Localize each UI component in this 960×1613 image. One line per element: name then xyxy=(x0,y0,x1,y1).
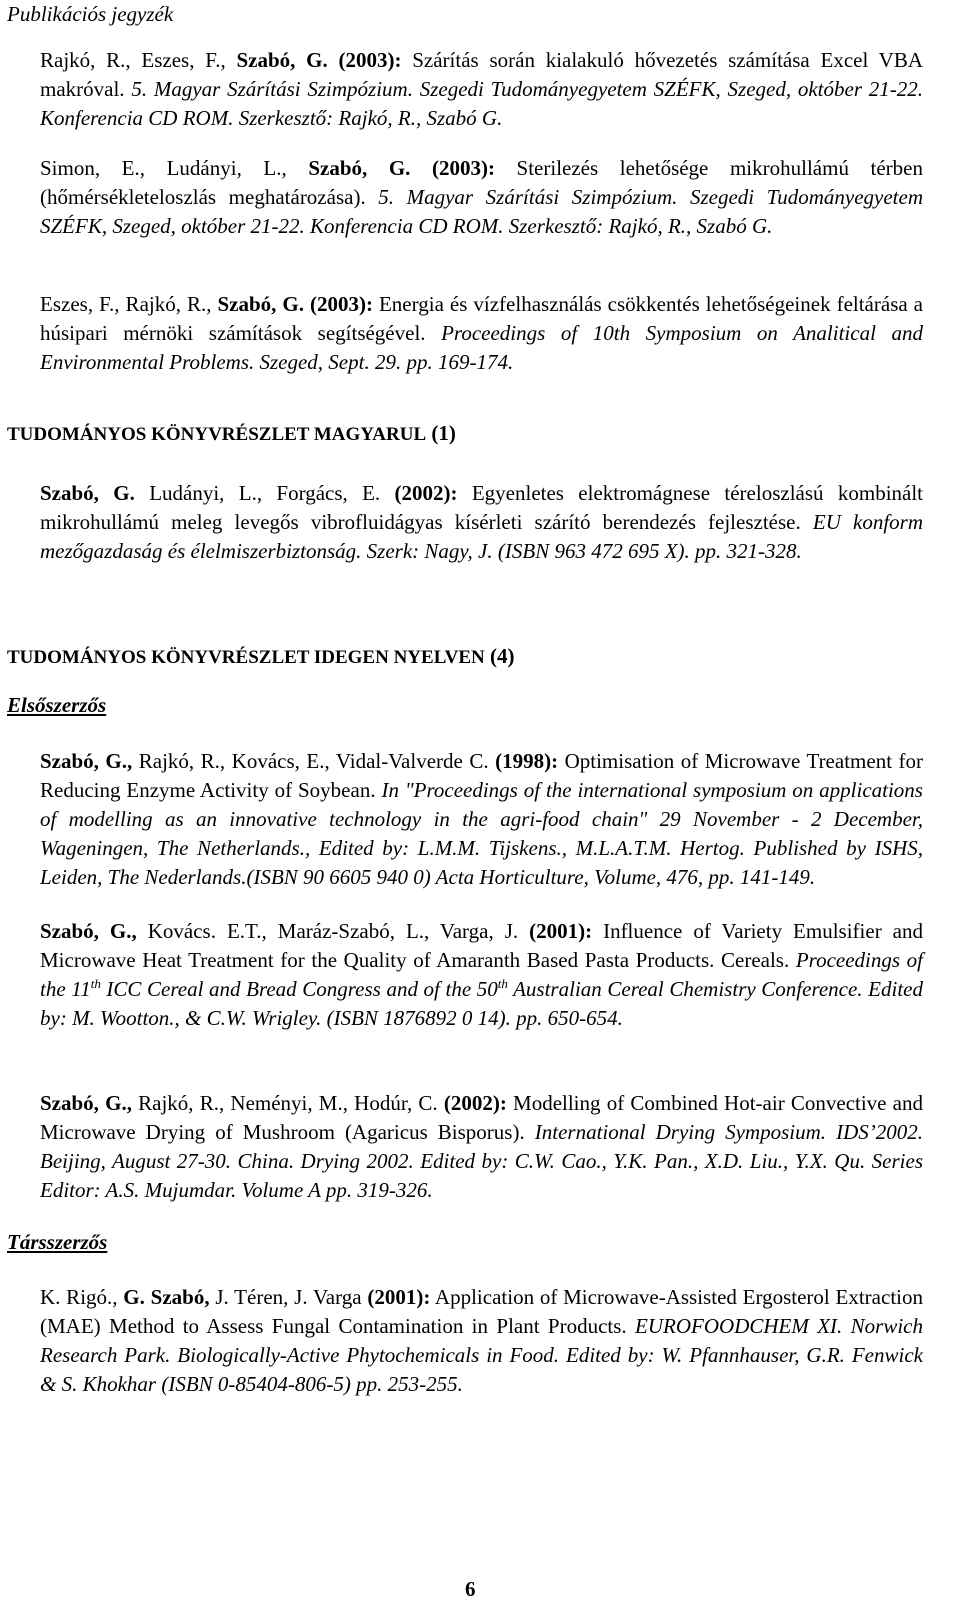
publication-entry-63 xyxy=(7,479,923,566)
entry-authors: Rajkó, R., Kovács, E., Vidal-Valverde C. xyxy=(132,749,489,773)
entry-year: (1998): xyxy=(488,749,559,773)
publication-entry-60 xyxy=(7,46,923,133)
entry-year: (2002): xyxy=(437,1091,507,1115)
section-heading-foreign: TUDOMÁNYOS KÖNYVRÉSZLET IDEGEN NYELVEN (4) xyxy=(7,644,515,668)
entry-authors: Simon, E., Ludányi, L., xyxy=(40,156,309,180)
entry-number xyxy=(7,1283,40,1312)
entry-number xyxy=(7,747,40,776)
entry-authors: Rajkó, R., Neményi, M., Hodúr, C. xyxy=(131,1091,438,1115)
entry-source: 5. Magyar Szárítási Szimpózium. Szegedi Tudományegyetem SZÉFK, Szeged, október 21-22. Konferencia CD ROM. Szerkesztő: Rajkó, R., Szabó G. xyxy=(40,77,923,130)
entry-title: Optimisation of Microwave Treatment for Reducing Enzyme Activity of Soybean. xyxy=(40,749,924,802)
entry-year: (2002): xyxy=(380,481,458,505)
entry-year: (2003): xyxy=(327,48,402,72)
entry-authors: K. Rigó., xyxy=(40,1285,124,1309)
publication-entry-66 xyxy=(7,1089,923,1205)
entry-author-highlight: Szabó, G. xyxy=(40,481,135,505)
entry-year: (2003): xyxy=(304,292,373,316)
entry-title: Modelling of Combined Hot-air Convective and Microwave Drying of Mushroom (Agaricus Bisporus). xyxy=(40,1091,924,1144)
entry-source: EU konform mezőgazdaság és élelmiszerbiztonság. Szerk: Nagy, J. (ISBN 963 472 695 X). pp. 321-328. xyxy=(40,510,923,563)
entry-year: (2001): xyxy=(518,919,593,943)
entry-year: (2003): xyxy=(410,156,495,180)
section-heading-hungarian: TUDOMÁNYOS KÖNYVRÉSZLET MAGYARUL (1) xyxy=(7,421,456,445)
subheading-co-author: Társszerzős xyxy=(7,1230,108,1254)
entry-source: Proceedings of 10th Symposium on Analitical and Environmental Problems. Szeged, Sept. 29. pp. 169-174. xyxy=(40,321,923,374)
publication-entry-62 xyxy=(7,290,923,377)
entry-title: Energia és vízfelhasználás csökkentés lehetőségeinek feltárása a húsipari mérnöki számítások segítségével. xyxy=(40,292,924,345)
entry-author-highlight: G. Szabó, xyxy=(123,1285,210,1309)
entry-source: Proceedings of the 11th ICC Cereal and Bread Congress and of the 50th Australian Cereal Chemistry Conference. Edited by: M. Wootton., & C.W. Wrigley. (ISBN 1876892 0 14). pp. 650-654. xyxy=(40,948,923,1030)
entry-source: In "Proceedings of the international symposium on applications of modelling as an innovative technology in the agri-food chain" 29 November - 2 December, Wageningen, The Netherlands., Edited by: L.M.M. Tijskens., M.L.A.T.M. Hertog. Published by ISHS, Leiden, The Nederlands.(ISBN 90 6605 940 0) Acta Horticulture, Volume, 476, pp. 141-149. xyxy=(40,778,923,889)
entry-author-highlight: Szabó, G., xyxy=(40,919,137,943)
entry-number xyxy=(7,290,40,319)
entry-authors: Kovács. E.T., Maráz-Szabó, L., Varga, J. xyxy=(136,919,519,943)
entry-number xyxy=(7,1089,40,1118)
entry-author-highlight: Szabó, G. xyxy=(236,48,328,72)
entry-authors: Rajkó, R., Eszes, F., xyxy=(40,48,237,72)
entry-author-highlight: Szabó, G., xyxy=(40,749,133,773)
entry-number xyxy=(7,917,40,946)
entry-source: 5. Magyar Szárítási Szimpózium. Szegedi Tudományegyetem SZÉFK, Szeged, október 21-22. Konferencia CD ROM. Szerkesztő: Rajkó, R., Szabó G. xyxy=(40,185,923,238)
entry-source: EUROFOODCHEM XI. Norwich Research Park. Biologically-Active Phytochemicals in Food. Edited by: W. Pfannhauser, G.R. Fenwick & S. Khokhar (ISBN 0-85404-806-5) pp. 253-255. xyxy=(40,1314,923,1396)
publication-entry-67 xyxy=(7,1283,923,1399)
entry-title: Application of Microwave-Assisted Ergosterol Extraction (MAE) Method to Assess Fungal Contamination in Plant Products. xyxy=(40,1285,923,1338)
entry-title: Szárítás során kialakuló hővezetés számítása Excel VBA makróval. xyxy=(40,48,924,101)
publication-entry-64 xyxy=(7,747,923,892)
publication-entry-61 xyxy=(7,154,923,241)
entry-authors: J. Téren, J. Varga xyxy=(209,1285,362,1309)
running-header: Publikációs jegyzék xyxy=(7,2,174,26)
entry-number xyxy=(7,154,40,183)
entry-title: Influence of Variety Emulsifier and Microwave Heat Treatment for the Quality of Amaranth Based Pasta Products. Cereals. xyxy=(40,919,924,972)
entry-authors: Eszes, F., Rajkó, R., xyxy=(40,292,218,316)
entry-authors: Ludányi, L., Forgács, E. xyxy=(134,481,381,505)
entry-number xyxy=(7,46,40,75)
entry-title: Egyenletes elektromágnese téreloszlású kombinált mikrohullámú meleg levegős vibrofluidágyas kísérleti szárító berendezés fejlesztése. xyxy=(40,481,924,534)
entry-author-highlight: Szabó, G., xyxy=(40,1091,132,1115)
entry-title: Sterilezés lehetősége mikrohullámú térben (hőmérsékleteloszlás meghatározása). xyxy=(40,156,923,209)
publication-entry-65 xyxy=(7,917,923,1033)
entry-year: (2001): xyxy=(361,1285,431,1309)
page-number: 6 xyxy=(465,1577,476,1601)
subheading-first-author: Elsőszerzős xyxy=(7,693,107,717)
entry-source: International Drying Symposium. IDS’2002. Beijing, August 27-30. China. Drying 2002. Edited by: C.W. Cao., Y.K. Pan., X.D. Liu., Y.X. Qu. Series Editor: A.S. Mujumdar. Volume A pp. 319-326. xyxy=(40,1120,923,1202)
entry-author-highlight: Szabó, G. xyxy=(308,156,411,180)
entry-number xyxy=(7,479,40,508)
entry-author-highlight: Szabó, G. xyxy=(217,292,304,316)
